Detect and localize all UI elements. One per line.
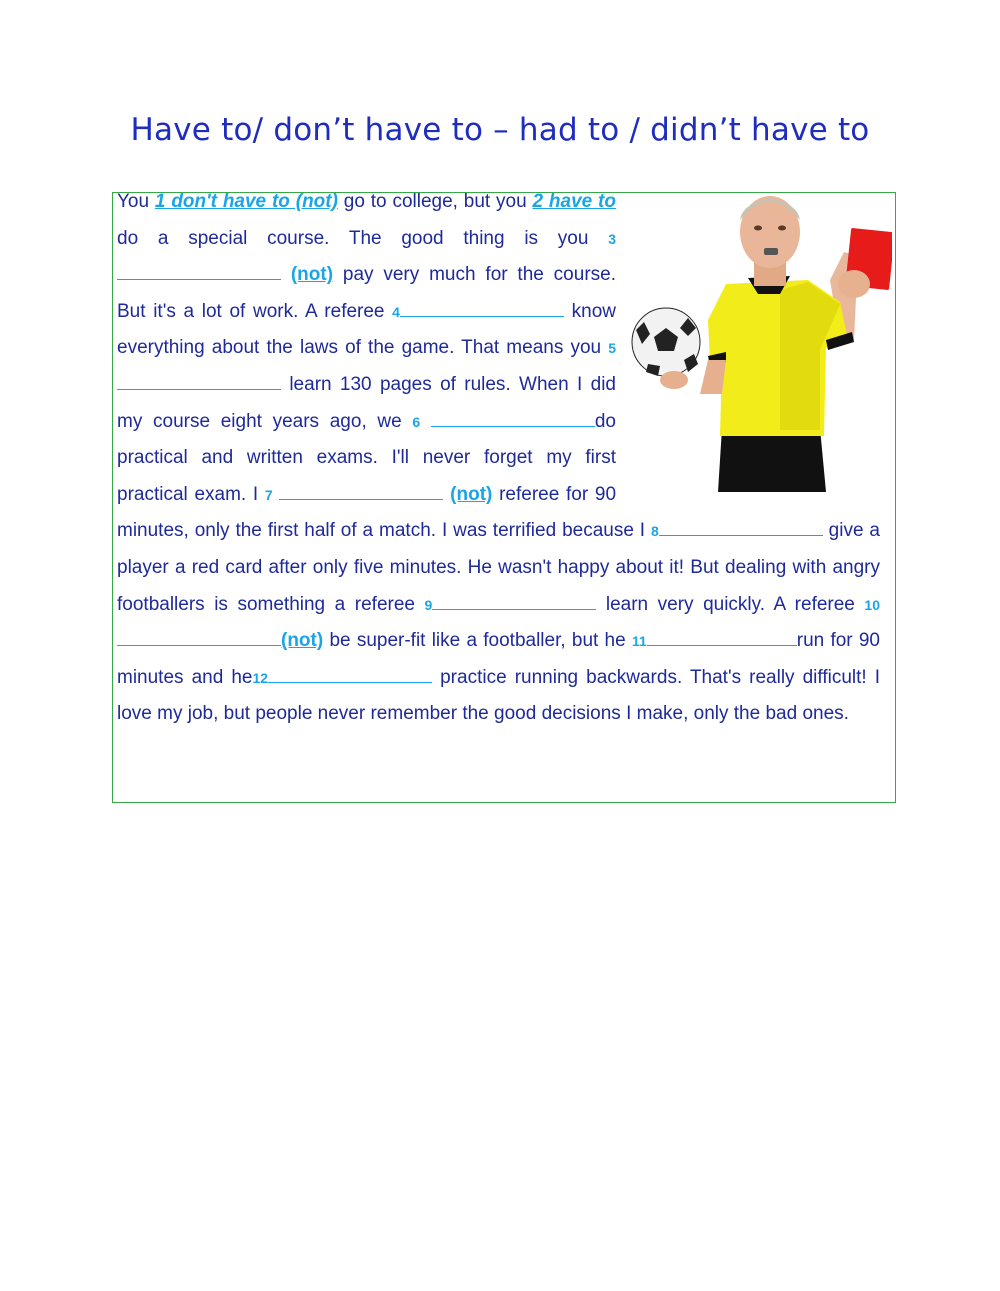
blank-number-3: 3 — [608, 230, 616, 247]
not-hint-3: (not) — [290, 264, 334, 286]
referee-image — [630, 190, 892, 492]
text-run: do practical and written exams. I'll never forget my first practical exam. I — [117, 410, 616, 505]
blank-number-11: 11 — [631, 633, 647, 650]
text-run: referee for 90 minutes, only the first half of a match. I was terrified because I — [117, 483, 651, 542]
blank-number-6: 6 — [412, 413, 421, 430]
blank-9[interactable] — [432, 593, 596, 610]
text-run: be super-fit like a footballer, but he — [323, 630, 632, 652]
blank-number-4: 4 — [392, 303, 400, 320]
blank-7[interactable] — [279, 483, 443, 500]
text-run: give a player a red card after only five minutes. He wasn't happy about it! But dealing with angry footballers is something a referee — [117, 520, 881, 615]
text-run: You — [117, 191, 155, 212]
blank-6[interactable] — [431, 410, 595, 427]
referee-photo — [630, 190, 892, 492]
worksheet-title: Have to/ don’t have to – had to / didn’t have to — [130, 112, 870, 148]
not-hint-7: (not) — [450, 483, 493, 505]
blank-5[interactable] — [117, 373, 281, 390]
not-hint-10: (not) — [281, 630, 324, 652]
blank-12[interactable] — [268, 666, 432, 683]
blank-number-9: 9 — [424, 596, 433, 613]
blank-number-7: 7 — [264, 486, 273, 503]
text-run: do a special course. The good thing is you — [117, 227, 609, 249]
blank-11[interactable] — [647, 629, 797, 646]
blank-number-8: 8 — [650, 523, 659, 540]
answer-1[interactable]: 1 don't have to (not) — [154, 191, 338, 212]
blank-8[interactable] — [659, 519, 823, 536]
blank-3[interactable] — [117, 263, 281, 280]
text-run: pay very much for the course. But it's a lot of work. A referee — [117, 264, 616, 322]
text-run: know everything about the laws of the game. That means you — [117, 300, 616, 359]
text-run: learn very quickly. A referee — [596, 593, 865, 615]
exercise-text — [117, 184, 880, 733]
blank-number-5: 5 — [608, 340, 616, 357]
text-run: go to college, but you — [337, 191, 533, 212]
text-run: practice running backwards. That's really difficult! I love my job, but people never remember the good decisions I make, only the bad ones. — [117, 666, 881, 725]
blank-4[interactable] — [400, 300, 564, 317]
text-run: run for 90 minutes and he — [117, 630, 881, 688]
text-run: learn 130 pages of rules. When I did my course eight years ago, we — [117, 373, 616, 432]
blank-number-10: 10 — [864, 596, 880, 613]
blank-number-12: 12 — [252, 669, 269, 686]
blank-10[interactable] — [117, 629, 281, 646]
answer-2[interactable]: 2 have to — [532, 191, 616, 212]
